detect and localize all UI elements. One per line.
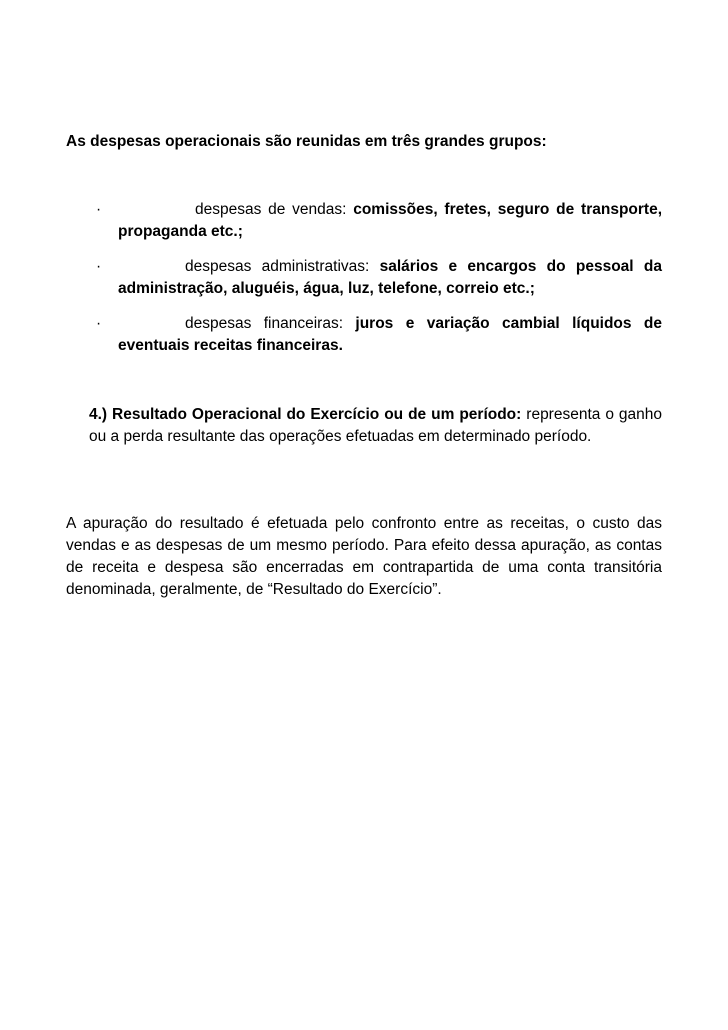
list-item-text xyxy=(118,256,662,300)
list-item-text xyxy=(118,199,662,243)
bullet-icon: · xyxy=(96,315,102,332)
list-item-despesas-vendas xyxy=(96,199,662,243)
section-heading: As despesas operacionais são reunidas em três grandes grupos: xyxy=(66,133,547,150)
list-item-detail: comissões, fretes, seguro de transporte, propaganda etc.; xyxy=(118,201,662,240)
list-item-despesas-administrativas xyxy=(96,256,662,300)
list-item-label: despesas financeiras: xyxy=(185,315,344,332)
list-item-label: despesas administrativas: xyxy=(185,258,370,275)
list-item-detail: salários e encargos do pessoal da administração, aluguéis, água, luz, telefone, correio etc.; xyxy=(118,258,662,297)
bullet-icon: · xyxy=(96,201,102,218)
section-resultado-operacional xyxy=(89,404,662,448)
section-title: 4.) Resultado Operacional do Exercício ou de um período: xyxy=(89,406,522,423)
list-item-label: despesas de vendas: xyxy=(195,201,347,218)
bullet-icon: · xyxy=(96,258,102,275)
body-paragraph: A apuração do resultado é efetuada pelo confronto entre as receitas, o custo das vendas e as despesas de um mesmo período. Para efeito dessa apuração, as contas de receita e despesa são encerradas em contrapartida de uma conta transitória denominada, geralmente, de “Resultado do Exercício”. xyxy=(66,515,662,598)
section-text: representa o ganho ou a perda resultante das operações efetuadas em determinado período. xyxy=(89,406,662,445)
list-item-text xyxy=(118,313,662,357)
list-item-despesas-financeiras xyxy=(96,313,662,357)
list-item-detail: juros e variação cambial líquidos de eventuais receitas financeiras. xyxy=(118,315,662,354)
